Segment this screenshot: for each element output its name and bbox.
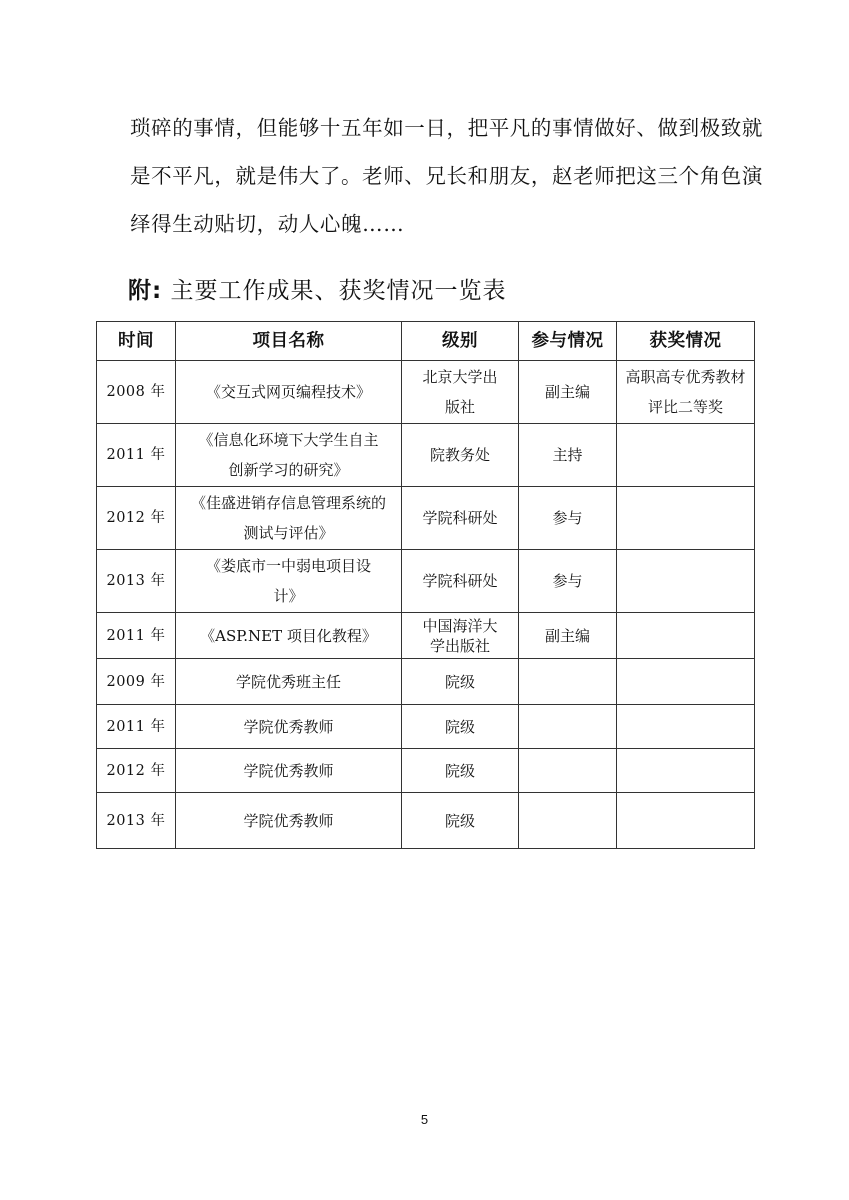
cell-role: 副主编 [519, 361, 617, 424]
cell-level: 学院科研处 [402, 550, 519, 613]
cell-role [519, 793, 617, 849]
cell-year: 2009 年 [97, 659, 176, 705]
cell-award [617, 659, 755, 705]
cell-award [617, 705, 755, 749]
paragraph-line: 琐碎的事情，但能够十五年如一日，把平凡的事情做好、做到极致就 [130, 116, 763, 140]
cell-name: 学院优秀教师 [176, 705, 402, 749]
cell-role: 副主编 [519, 613, 617, 659]
table-row [97, 705, 755, 749]
table-row [97, 613, 755, 659]
cell-role: 主持 [519, 424, 617, 487]
cell-award: 高职高专优秀教材评比二等奖 [617, 361, 755, 424]
cell-name: 《ASP.NET 项目化教程》 [176, 613, 402, 659]
cell-level: 北京大学出版社 [402, 361, 519, 424]
cell-year: 2013 年 [97, 793, 176, 849]
cell-role [519, 705, 617, 749]
body-paragraph [130, 104, 763, 248]
cell-role [519, 659, 617, 705]
cell-role: 参与 [519, 550, 617, 613]
cell-year: 2013 年 [97, 550, 176, 613]
paragraph-line: 绎得生动贴切，动人心魄…… [130, 212, 405, 236]
cell-role [519, 749, 617, 793]
table-row [97, 550, 755, 613]
cell-level: 院教务处 [402, 424, 519, 487]
table-row [97, 487, 755, 550]
cell-award [617, 550, 755, 613]
cell-year: 2011 年 [97, 705, 176, 749]
cell-award [617, 749, 755, 793]
cell-award [617, 424, 755, 487]
table-row [97, 749, 755, 793]
header-level: 级别 [402, 322, 519, 361]
cell-name: 《信息化环境下大学生自主创新学习的研究》 [176, 424, 402, 487]
cell-year: 2008 年 [97, 361, 176, 424]
cell-level: 学院科研处 [402, 487, 519, 550]
cell-name: 学院优秀教师 [176, 749, 402, 793]
table-row [97, 659, 755, 705]
table-row [97, 793, 755, 849]
cell-name: 学院优秀班主任 [176, 659, 402, 705]
cell-level: 院级 [402, 749, 519, 793]
header-project-name: 项目名称 [176, 322, 402, 361]
cell-level: 中国海洋大学出版社 [402, 613, 519, 659]
cell-year: 2011 年 [97, 424, 176, 487]
appendix-heading [128, 272, 507, 305]
cell-year: 2012 年 [97, 487, 176, 550]
cell-level: 院级 [402, 659, 519, 705]
cell-role: 参与 [519, 487, 617, 550]
header-award: 获奖情况 [617, 322, 755, 361]
appendix-label: 附: [128, 278, 163, 304]
paragraph-line: 是不平凡，就是伟大了。老师、兄长和朋友，赵老师把这三个角色演 [130, 164, 763, 188]
cell-name: 学院优秀教师 [176, 793, 402, 849]
cell-name: 《交互式网页编程技术》 [176, 361, 402, 424]
cell-award [617, 613, 755, 659]
cell-level: 院级 [402, 705, 519, 749]
page-number: 5 [420, 1112, 429, 1127]
header-time: 时间 [97, 322, 176, 361]
cell-year: 2012 年 [97, 749, 176, 793]
table-row [97, 361, 755, 424]
cell-year: 2011 年 [97, 613, 176, 659]
cell-name: 《佳盛进销存信息管理系统的测试与评估》 [176, 487, 402, 550]
cell-award [617, 487, 755, 550]
cell-award [617, 793, 755, 849]
cell-name: 《娄底市一中弱电项目设计》 [176, 550, 402, 613]
table-header-row [97, 322, 755, 361]
cell-level: 院级 [402, 793, 519, 849]
appendix-title: 主要工作成果、获奖情况一览表 [170, 278, 507, 304]
header-participation: 参与情况 [519, 322, 617, 361]
achievements-table [96, 321, 755, 849]
table-row [97, 424, 755, 487]
